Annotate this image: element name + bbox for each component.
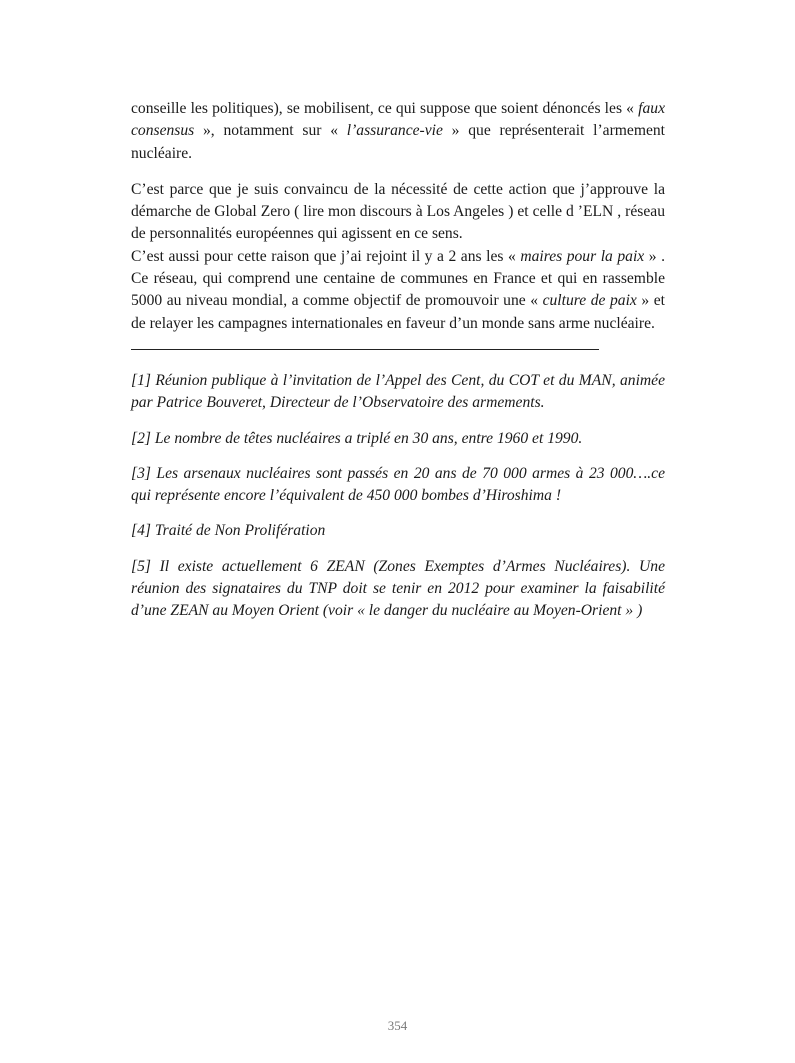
paragraph-1-text-2: », notamment sur « — [194, 122, 347, 140]
footnote-1[interactable]: [1] Réunion publique à l’invitation de l’Appel des Cent, du COT et du MAN, animée par Patrice Bouveret, Directeur de l’Observatoire des armements. — [131, 371, 665, 412]
culture-de-paix-term: culture de paix — [542, 292, 637, 310]
assurance-vie-term: l’assurance-vie — [346, 122, 443, 140]
page-content — [131, 98, 665, 636]
page-number: 354 — [387, 1018, 408, 1033]
faux-consensus-term: faux consensus — [131, 100, 665, 140]
paragraph-3-text: C’est aussi pour cette raison que j’ai rejoint il y a 2 ans les « — [131, 247, 521, 265]
paragraph-1-text: conseille les politiques), se mobilisent, ce qui suppose que soient dénoncés les « — [131, 100, 639, 117]
paragraph-3-text-2: » . Ce réseau, qui comprend une centaine de communes en France et qui en rassemble 5000 au niveau mondial, a comme objectif de promouvoir une « — [131, 247, 665, 310]
footnote-5[interactable]: [5] Il existe actuellement 6 ZEAN (Zones Exemptes d’Armes Nucléaires). Une réunion des signataires du TNP doit se tenir en 2012 pour examiner la faisabilité d’une ZEAN au Moyen Orient (voir « le danger du nucléaire au Moyen-Orient » ) — [131, 557, 665, 620]
paragraph-3 — [131, 246, 665, 335]
paragraph-1 — [131, 98, 665, 165]
maires-pour-la-paix-term: maires pour la paix — [520, 247, 645, 265]
paragraph-1-text-3: » que représenterait l’armement nucléaire. — [131, 122, 665, 162]
footnote-4[interactable]: [4] Traité de Non Prolifération — [131, 522, 326, 540]
footnote-separator — [131, 349, 599, 350]
footnote-3[interactable]: [3] Les arsenaux nucléaires sont passés en 20 ans de 70 000 armes à 23 000….ce qui représente encore l’équivalent de 450 000 bombes d’Hiroshima ! — [131, 464, 665, 505]
paragraph-3-text-3: » et de relayer les campagnes internationales en faveur d’un monde sans arme nucléaire. — [131, 292, 665, 332]
footnote-2[interactable]: [2] Le nombre de têtes nucléaires a triplé en 30 ans, entre 1960 et 1990. — [131, 429, 583, 447]
paragraph-2: C’est parce que je suis convaincu de la nécessité de cette action que j’approuve la démarche de Global Zero ( lire mon discours à Los Angeles ) et celle d ’ELN , réseau de personnalités européennes qui agissent en ce sens. — [131, 180, 665, 243]
